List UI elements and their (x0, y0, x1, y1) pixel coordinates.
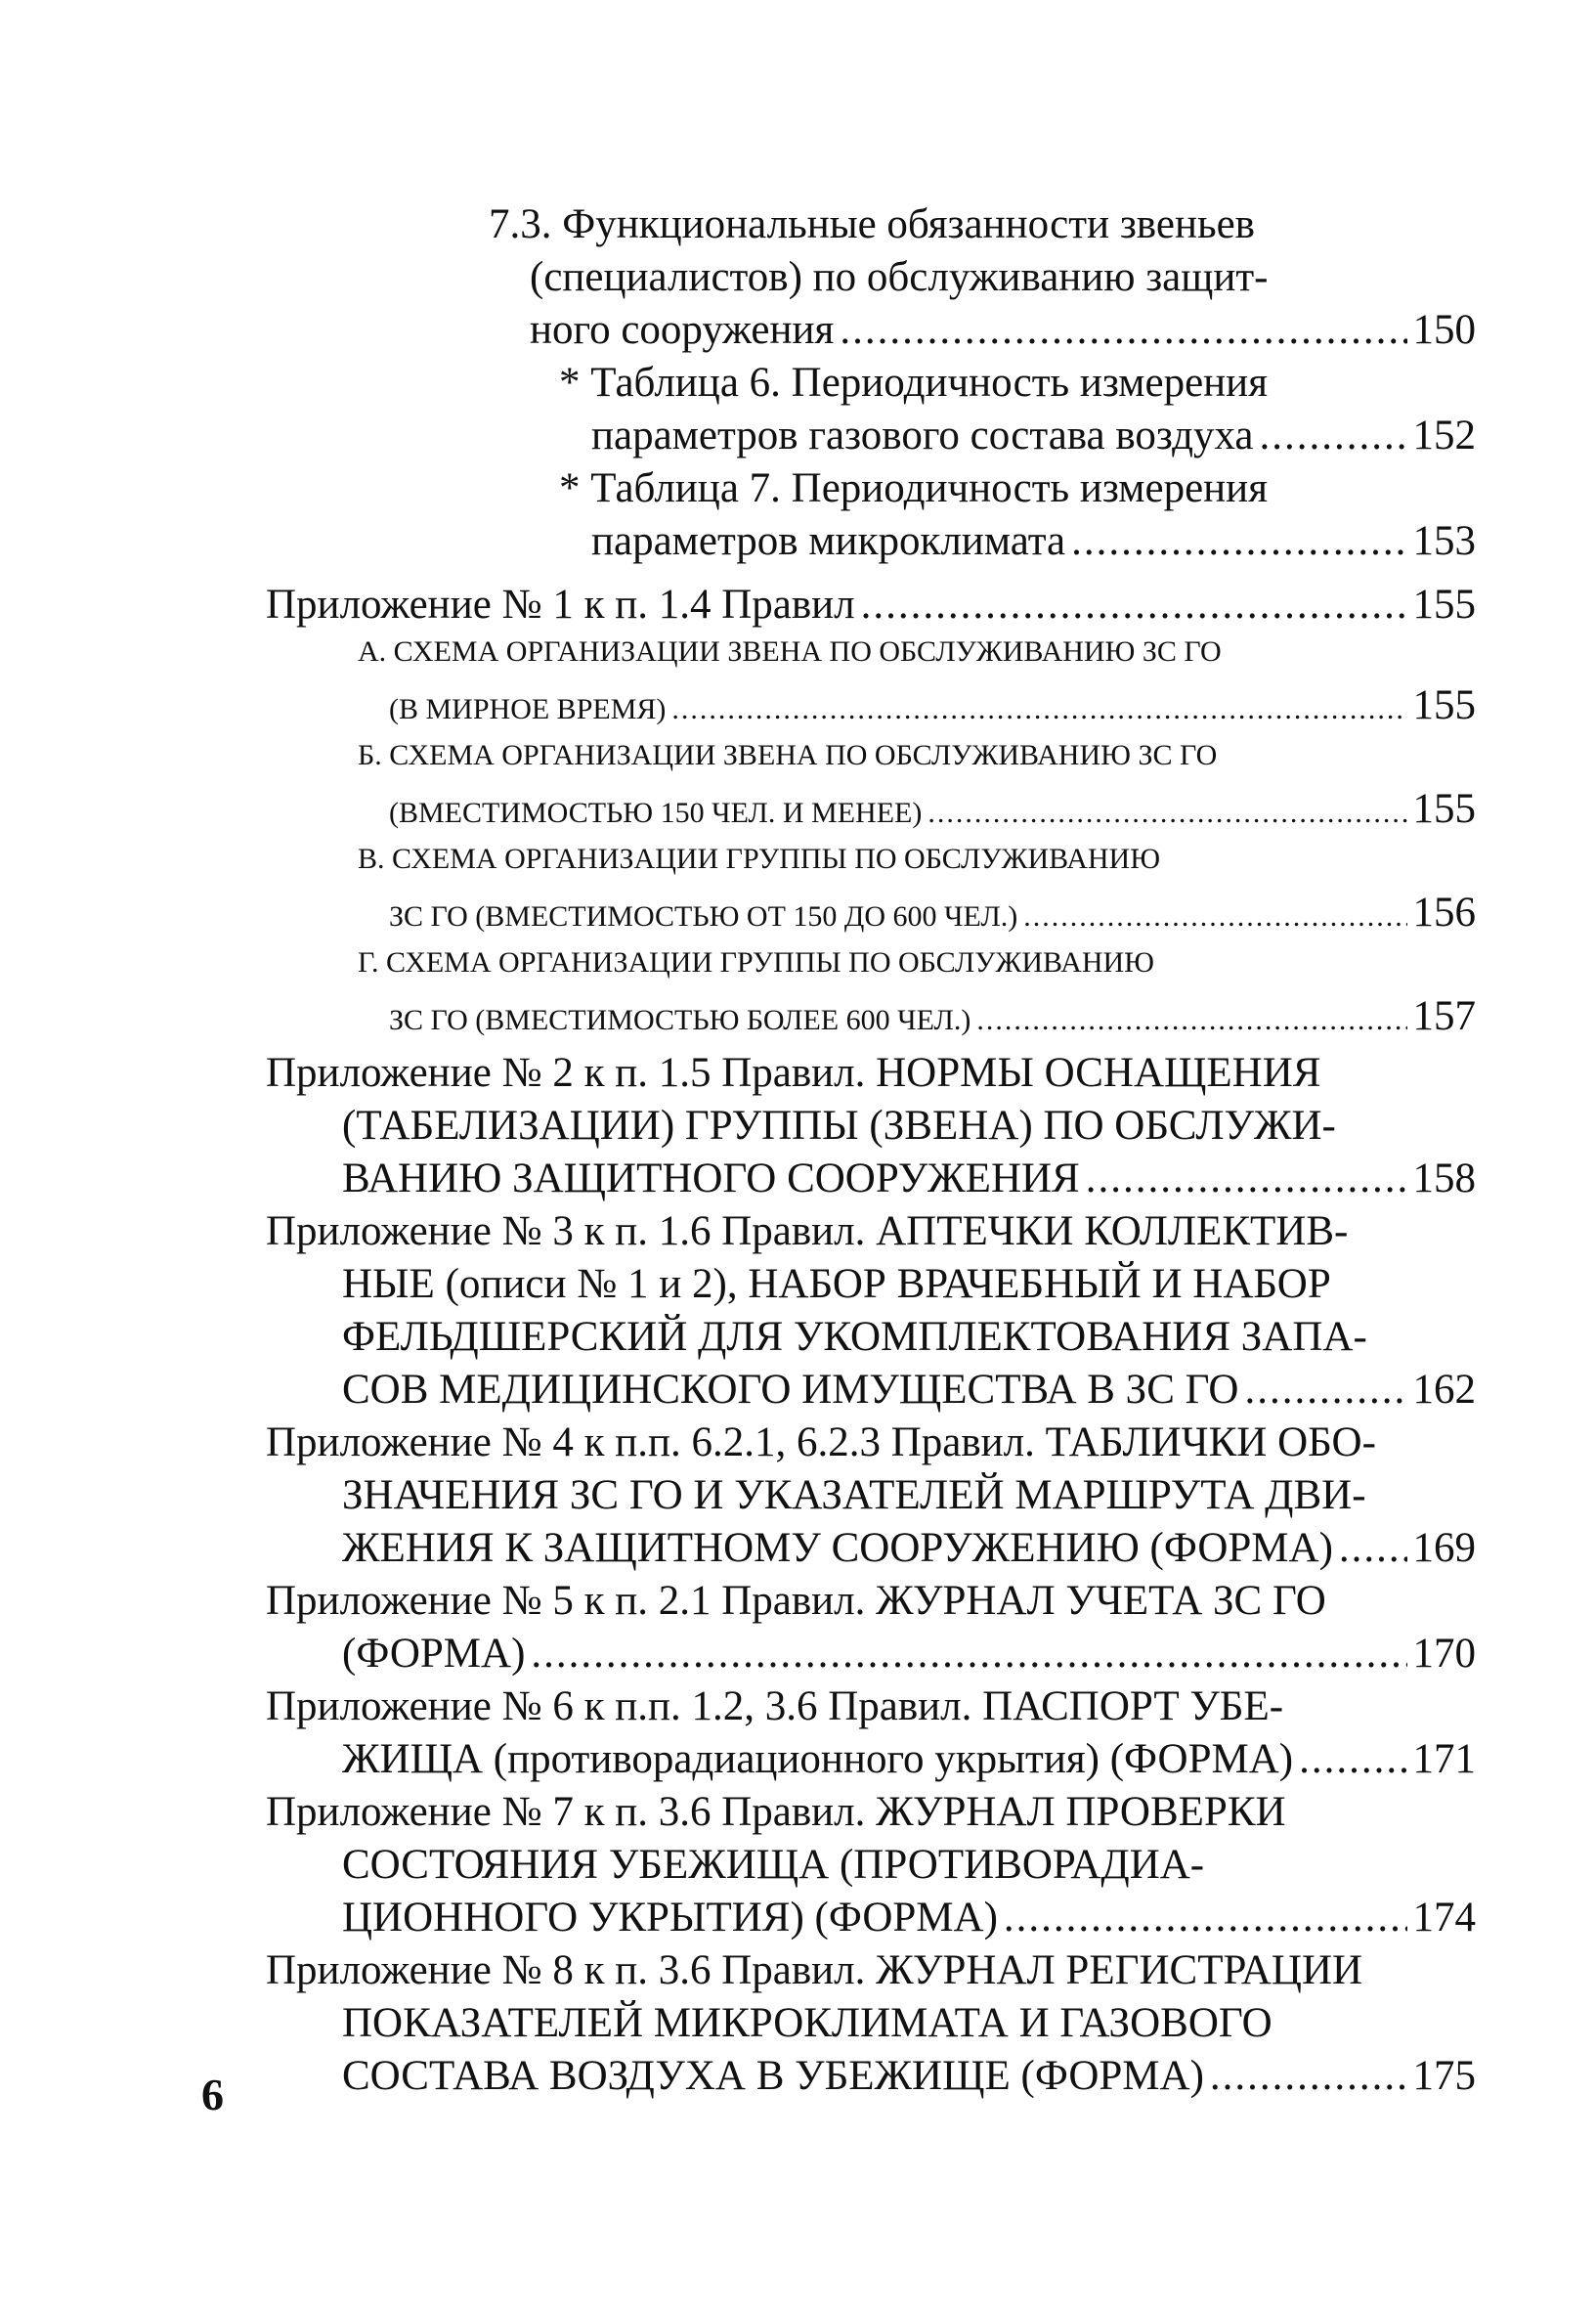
toc-line: В. СХЕМА ОРГАНИЗАЦИИ ГРУППЫ ПО ОБСЛУЖИВАНИЮ (358, 843, 1161, 875)
toc-line: НЫЕ (описи № 1 и 2), НАБОР ВРАЧЕБНЫЙ И НАБОР (342, 1261, 1331, 1307)
toc-entry-title: ЖИЩА (противорадиационного укрытия) (ФОРМА) (342, 1736, 1294, 1782)
dot-leader (1339, 1527, 1407, 1569)
toc-entry-title: (ФОРМА) (342, 1631, 526, 1677)
toc-line: ПОКАЗАТЕЛЕЙ МИКРОКЛИМАТА И ГАЗОВОГО (342, 2000, 1272, 2046)
toc-entry-row (530, 309, 1476, 351)
dot-leader (1023, 902, 1406, 932)
toc-line: ЗНАЧЕНИЯ ЗС ГО И УКАЗАТЕЛЕЙ МАРШРУТА ДВИ- (342, 1472, 1366, 1518)
toc-line: * Таблица 7. Периодичность измерения (559, 465, 1268, 511)
dot-leader (976, 1006, 1406, 1035)
toc-page-number: 157 (1412, 993, 1476, 1039)
toc-line: (ТАБЕЛИЗАЦИИ) ГРУППЫ (ЗВЕНА) ПО ОБСЛУЖИ- (342, 1103, 1336, 1149)
toc-entry-row (342, 2055, 1476, 2097)
toc-line: Б. СХЕМА ОРГАНИЗАЦИИ ЗВЕНА ПО ОБСЛУЖИВАНИЮ ЗС ГО (358, 739, 1218, 771)
toc-page-number: 171 (1412, 1736, 1476, 1782)
toc-entry-row (342, 1527, 1476, 1569)
dot-leader (1086, 1157, 1407, 1200)
toc-entry-title: ЗС ГО (ВМЕСТИМОСТЬЮ БОЛЕЕ 600 ЧЕЛ.) (389, 1004, 971, 1036)
toc-page-number: 158 (1412, 1156, 1476, 1201)
toc-line: Приложение № 3 к п. 1.6 Правил. АПТЕЧКИ КОЛЛЕКТИВ- (266, 1208, 1349, 1254)
toc-entry-row (342, 1157, 1476, 1200)
toc-entry-title: ВАНИЮ ЗАЩИТНОГО СООРУЖЕНИЯ (342, 1156, 1080, 1201)
toc-line: А. СХЕМА ОРГАНИЗАЦИИ ЗВЕНА ПО ОБСЛУЖИВАНИЮ ЗС ГО (358, 635, 1222, 668)
dot-leader (861, 584, 1407, 626)
dot-leader (927, 799, 1406, 828)
page-number: 6 (201, 2070, 224, 2119)
toc-page-number: 156 (1412, 890, 1476, 936)
toc-page-number: 153 (1412, 518, 1476, 564)
toc-entry-title: параметров микроклимата (591, 518, 1066, 564)
toc-entry-title: ЦИОННОГО УКРЫТИЯ) (ФОРМА) (342, 1895, 998, 1941)
dot-leader (531, 1633, 1406, 1675)
toc-entry-title: ного сооружения (530, 307, 835, 353)
dot-leader (1299, 1738, 1406, 1780)
toc-line: Приложение № 4 к п.п. 6.2.1, 6.2.3 Правил. ТАБЛИЧКИ ОБО- (266, 1419, 1376, 1465)
toc-entry-row (342, 1897, 1476, 1939)
toc-page-number: 174 (1412, 1895, 1476, 1941)
dot-leader (671, 695, 1406, 724)
dot-leader (1245, 1369, 1407, 1411)
toc-page-number: 170 (1412, 1631, 1476, 1677)
toc-entry-title: Приложение № 1 к п. 1.4 Правил (266, 582, 855, 628)
toc-entry-title: ЖЕНИЯ К ЗАЩИТНОМУ СООРУЖЕНИЮ (ФОРМА) (342, 1525, 1333, 1571)
dot-leader (1071, 520, 1406, 562)
dot-leader (1210, 2055, 1407, 2097)
toc-entry-row (389, 995, 1476, 1037)
dot-leader (1004, 1897, 1407, 1939)
toc-entry-row (389, 892, 1476, 934)
dot-leader (1259, 414, 1406, 457)
toc-entry-row (342, 1369, 1476, 1411)
toc-entry-title: СОСТАВА ВОЗДУХА В УБЕЖИЩЕ (ФОРМА) (342, 2053, 1204, 2099)
toc-line: 7.3. Функциональные обязанности звеньев (489, 201, 1255, 247)
toc-page-number: 169 (1412, 1525, 1476, 1571)
toc-page-number: 150 (1412, 307, 1476, 353)
toc-entry-row (342, 1738, 1476, 1780)
toc-entry-title: (В МИРНОЕ ВРЕМЯ) (389, 693, 667, 725)
toc-line: Приложение № 6 к п.п. 1.2, 3.6 Правил. ПАСПОРТ УБЕ- (266, 1683, 1284, 1729)
toc-page-number: 175 (1412, 2053, 1476, 2099)
toc-entry-title: СОВ МЕДИЦИНСКОГО ИМУЩЕСТВА В ЗС ГО (342, 1367, 1239, 1413)
toc-line: Приложение № 7 к п. 3.6 Правил. ЖУРНАЛ ПРОВЕРКИ (266, 1789, 1286, 1835)
toc-entry-row (389, 788, 1476, 830)
dot-leader (840, 309, 1406, 351)
toc-page-number: 152 (1412, 413, 1476, 458)
toc-entry-row (266, 584, 1476, 626)
toc-entry-title: ЗС ГО (ВМЕСТИМОСТЬЮ ОТ 150 ДО 600 ЧЕЛ.) (389, 900, 1018, 933)
toc-page-number: 155 (1412, 582, 1476, 628)
toc-entry-row (389, 684, 1476, 726)
toc-entry-row (591, 414, 1476, 457)
toc-line: Приложение № 8 к п. 3.6 Правил. ЖУРНАЛ РЕГИСТРАЦИИ (266, 1947, 1363, 1993)
toc-entry-title: параметров газового состава воздуха (591, 413, 1254, 458)
toc-line: ФЕЛЬДШЕРСКИЙ ДЛЯ УКОМПЛЕКТОВАНИЯ ЗАПА- (342, 1314, 1367, 1360)
toc-entry-row (342, 1633, 1476, 1675)
toc-line: СОСТОЯНИЯ УБЕЖИЩА (ПРОТИВОРАДИА- (342, 1842, 1205, 1888)
toc-page-number: 162 (1412, 1367, 1476, 1413)
toc-entry-row (591, 520, 1476, 562)
toc-entry-title: (ВМЕСТИМОСТЬЮ 150 ЧЕЛ. И МЕНЕЕ) (389, 797, 923, 829)
toc-line: Приложение № 2 к п. 1.5 Правил. НОРМЫ ОСНАЩЕНИЯ (266, 1050, 1321, 1096)
toc-page-number: 155 (1412, 786, 1476, 832)
toc-line: * Таблица 6. Периодичность измерения (559, 360, 1268, 406)
toc-page-number: 155 (1412, 682, 1476, 728)
toc-line: (специалистов) по обслуживанию защит- (530, 254, 1269, 300)
toc-line: Приложение № 5 к п. 2.1 Правил. ЖУРНАЛ УЧЕТА ЗС ГО (266, 1578, 1326, 1624)
toc-line: Г. СХЕМА ОРГАНИЗАЦИИ ГРУППЫ ПО ОБСЛУЖИВАНИЮ (358, 946, 1155, 979)
